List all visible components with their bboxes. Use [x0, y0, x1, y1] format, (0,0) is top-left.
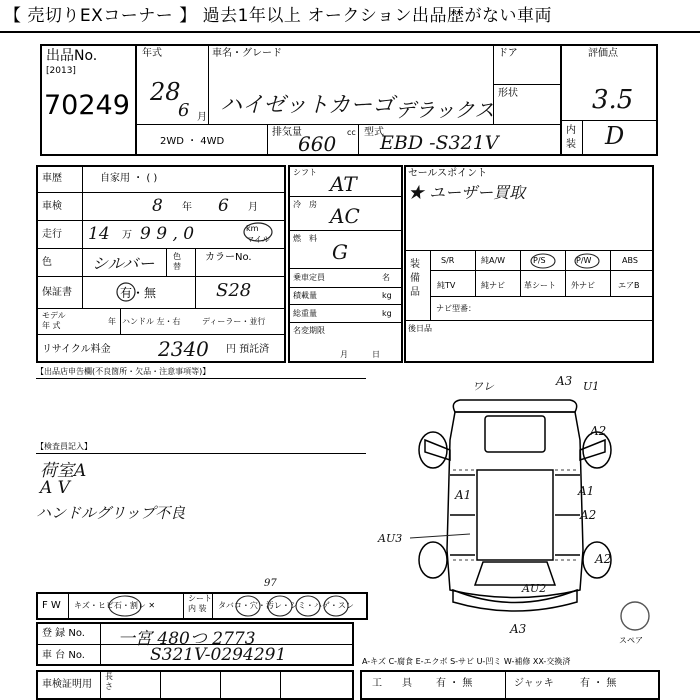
hw-inspector-line-1: 荷室A: [40, 461, 87, 481]
notes-label: 【出品店申告欄(不良箇所・欠品・注意事項等)】: [36, 367, 211, 376]
interior-label: 内 装: [566, 125, 576, 150]
divider: [195, 248, 196, 308]
hw-chassis: S321V-0294291: [150, 645, 287, 665]
divider: [166, 248, 167, 276]
equip-tv: 純TV: [437, 281, 456, 290]
lot-number: 70249: [44, 90, 130, 121]
jack-label: ジャッキ: [514, 678, 554, 689]
divider: [220, 670, 221, 700]
equip-ps: P/S: [533, 256, 546, 265]
hw-month: 6: [178, 100, 190, 121]
divider: [137, 124, 560, 125]
lot-label: 出品No.: [46, 48, 98, 64]
hw-plate: 一宮 480つ 2773: [118, 629, 256, 649]
mark-au3: AU3: [378, 532, 403, 545]
deadline-unit: 月 日: [340, 350, 380, 359]
shape-label: 形状: [498, 88, 518, 99]
fw-label: F W: [42, 600, 61, 611]
divider: [430, 250, 431, 320]
deadline-label: 名変期限: [293, 326, 325, 335]
divider: [280, 670, 281, 700]
hw-inspection-year: 8: [152, 196, 163, 216]
warranty-label: 保証書: [42, 287, 72, 298]
hw-score: 3.5: [592, 85, 634, 115]
chassis-label: 車 台 No.: [42, 650, 85, 661]
equip-aw: 純A/W: [481, 256, 506, 265]
load-label: 積載量: [293, 291, 317, 300]
divider: [560, 44, 562, 156]
divider: [288, 230, 403, 231]
divider: [288, 287, 403, 288]
tools-options: 有 ・ 無: [436, 678, 473, 689]
hw-car-name: ハイゼットカーゴ: [220, 93, 395, 118]
capacity-label: 乗車定員: [293, 273, 325, 282]
ps-circle: [526, 250, 562, 270]
au3-pointer: [410, 520, 470, 550]
damage-legend: A-キズ C-腐食 E-エクボ S-サビ U-凹ミ W-補修 XX-交換済: [362, 657, 571, 666]
divider: [565, 250, 566, 296]
equip-abs: ABS: [622, 256, 638, 265]
divider: [160, 670, 161, 700]
divider: [582, 120, 583, 156]
mark-ware: ワレ: [472, 380, 494, 393]
tools-label: 工 具: [372, 678, 412, 689]
ac-label: 冷 房: [293, 200, 317, 209]
divider: [267, 124, 268, 156]
hw-fuel: G: [332, 240, 348, 264]
mile-unit: マイル: [246, 235, 270, 244]
divider: [36, 334, 286, 335]
hw-shift: AT: [330, 172, 357, 196]
inspector-label: 【検査員記入】: [36, 442, 92, 451]
dealer-options: ディーラー・並行: [202, 317, 266, 326]
divider: [288, 196, 403, 197]
cc-unit: cc: [347, 128, 356, 137]
divider: [36, 308, 286, 309]
mark-a3-bottom: A3: [510, 622, 527, 636]
mark-au2: AU2: [522, 582, 547, 595]
mark-a2-right-bottom: A2: [595, 552, 612, 566]
model-year-label: モデル 年 式: [42, 311, 66, 330]
hw-year: 28: [150, 78, 181, 106]
handle-options: ハンドル 左・右: [122, 317, 181, 326]
divider: [36, 276, 286, 277]
mark-a3-top: A3: [556, 374, 573, 388]
banner-title: 【 売切りEXコーナー 】 過去1年以上 オークション出品歴がない車両: [4, 6, 552, 26]
color-no-label: カラーNo.: [205, 252, 252, 263]
warranty-circle: [114, 280, 140, 304]
hw-color-no: S28: [216, 280, 252, 301]
hw-mark-97: 97: [264, 578, 277, 589]
seat-circles: [234, 592, 354, 620]
km-unit: km: [246, 224, 259, 233]
equip-leather: 革シート: [524, 281, 556, 290]
divider: [430, 270, 654, 271]
year-label: 年式: [142, 48, 162, 59]
car-name-label: 車名・グレード: [212, 48, 282, 59]
month-unit: 月: [197, 112, 207, 123]
plate-label: 登 録 No.: [42, 628, 85, 639]
equip-airbag: エアB: [618, 281, 640, 290]
spare-label: スペア: [619, 636, 643, 645]
fw-options: キズ・ヒビ石・割レ ✕: [74, 601, 156, 610]
km-circle: [240, 220, 280, 248]
divider: [68, 592, 69, 620]
divider: [212, 592, 213, 620]
navi-model-label: ナビ型番：: [436, 304, 476, 313]
fw-circle: [106, 592, 146, 620]
weight-label: 総重量: [293, 309, 317, 318]
equip-pw: P/W: [576, 256, 592, 265]
door-label: ドア: [498, 48, 518, 59]
divider: [610, 250, 611, 296]
history-label: 車歴: [42, 173, 62, 184]
equip-ext-navi: 外ナビ: [571, 281, 595, 290]
hw-inspector-line-3: ハンドルグリップ不良: [36, 504, 186, 522]
equipment-label: 装 備 品: [410, 259, 420, 298]
mark-a2-right: A2: [580, 508, 597, 522]
load-unit: kg: [382, 291, 392, 300]
recycle-label: リサイクル料金: [42, 344, 111, 355]
after-items-label: 後日品: [408, 324, 432, 333]
divider: [183, 592, 184, 620]
divider: [208, 44, 209, 124]
divider: [562, 120, 658, 121]
divider: [36, 192, 286, 193]
equip-navi: 純ナビ: [481, 281, 505, 290]
recycle-unit: 円 預託済: [226, 344, 270, 355]
model-code-label: 型式: [364, 127, 384, 138]
shift-label: シフト: [293, 168, 317, 177]
hw-mileage-man: 14: [88, 224, 110, 244]
color-change-label: 色 替: [173, 252, 181, 271]
weight-unit: kg: [382, 309, 392, 318]
warranty-value: 有・無: [120, 286, 157, 300]
mark-a1-left: A1: [455, 488, 472, 502]
divider: [505, 670, 506, 700]
divider: [36, 453, 366, 454]
hw-mileage-rest: 9 9 , 0: [140, 224, 195, 244]
seat-label: シート 内 装: [188, 594, 212, 613]
mileage-label: 走行: [42, 229, 62, 240]
inspection-year-unit: 年: [182, 202, 192, 213]
mark-a2-right-top: A2: [590, 424, 607, 438]
divider: [430, 296, 654, 297]
jack-options: 有 ・ 無: [580, 678, 617, 689]
model-year-unit: 年: [108, 317, 116, 326]
lot-year-tag: [2013]: [46, 66, 76, 76]
hw-sales-point: ★ ユーザー買取: [408, 183, 526, 202]
hw-ac: AC: [330, 204, 360, 228]
divider: [358, 124, 359, 156]
seat-options: タバコ・穴・汚レ・シミ・ハゲ・スレ: [218, 601, 354, 610]
divider: [36, 248, 286, 249]
hw-grade: デラックス: [395, 98, 495, 122]
spare-tire-icon: [618, 600, 654, 634]
divider: [135, 44, 137, 156]
inspection-label: 車検: [42, 201, 62, 212]
hw-interior: D: [605, 122, 625, 150]
inspection-month-unit: 月: [248, 202, 258, 213]
hw-displacement: 660: [298, 132, 337, 156]
banner-divider: [0, 31, 700, 33]
divider: [100, 670, 101, 700]
divider: [288, 322, 403, 323]
divider: [82, 165, 83, 308]
divider: [475, 250, 476, 296]
divider: [493, 84, 560, 85]
hw-model-code: EBD -S321V: [380, 132, 499, 154]
divider: [520, 250, 521, 296]
score-label: 評価点: [588, 48, 618, 59]
hw-color: シルバー: [92, 254, 155, 273]
hw-recycle: 2340: [158, 337, 209, 361]
mark-a1-right: A1: [578, 484, 595, 498]
divider: [36, 378, 366, 379]
hw-inspection-month: 6: [218, 196, 229, 216]
mark-u1: U1: [583, 380, 600, 393]
mileage-man-unit: 万: [122, 230, 132, 241]
cert-length: 長 さ: [105, 672, 113, 691]
fuel-label: 燃 料: [293, 234, 317, 243]
history-value: 自家用 ・ ( ): [100, 173, 158, 184]
drive-label: 2WD ・ 4WD: [160, 136, 225, 147]
divider: [100, 622, 101, 666]
displacement-label: 排気量: [272, 127, 302, 138]
divider: [288, 268, 403, 269]
hw-inspector-line-2: A V: [40, 478, 70, 498]
equip-sr: S/R: [441, 256, 455, 265]
color-label: 色: [42, 257, 52, 268]
pw-circle: [570, 250, 606, 270]
divider: [404, 320, 654, 321]
divider: [120, 308, 121, 334]
sales-point-label: セールスポイント: [408, 168, 488, 179]
cert-label: 車検証明用: [42, 679, 92, 690]
capacity-unit: 名: [382, 273, 390, 282]
divider: [288, 304, 403, 305]
